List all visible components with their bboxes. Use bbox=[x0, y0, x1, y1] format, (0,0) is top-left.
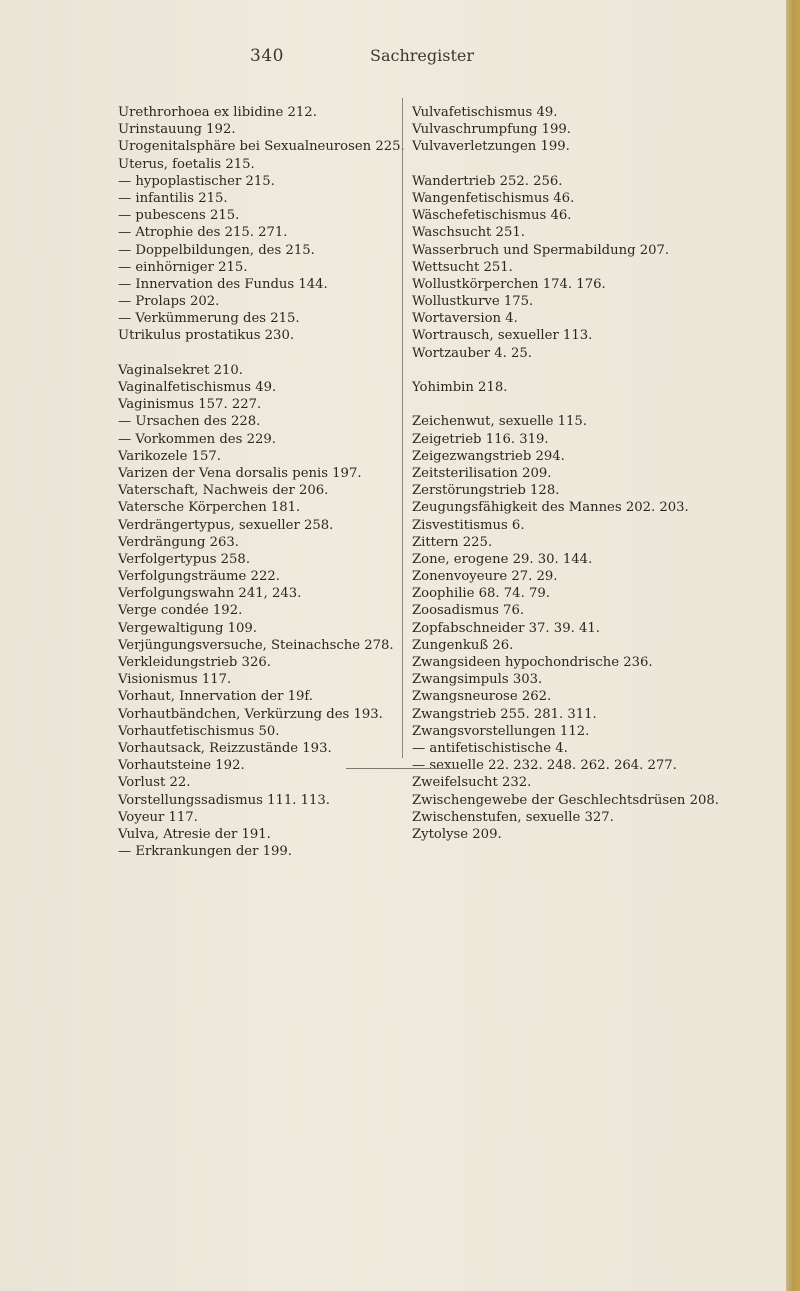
index-entry: Wangenfetischismus 46. bbox=[412, 190, 575, 206]
index-entry: Wasserbruch und Spermabildung 207. bbox=[412, 242, 670, 258]
index-column-left bbox=[118, 104, 405, 860]
index-entry: Vorhautsteine 192. bbox=[118, 758, 245, 774]
index-entry: Zonenvoyeure 27. 29. bbox=[412, 569, 558, 585]
index-entry: Vorhautsack, Reizzustände 193. bbox=[118, 740, 332, 756]
index-entry: Wäschefetischismus 46. bbox=[412, 208, 572, 224]
index-entry: Zwangsideen hypochondrische 236. bbox=[412, 655, 653, 670]
index-entry: Zwangstrieb 255. 281. 311. bbox=[412, 706, 597, 722]
index-entry: Verfolgungswahn 241, 243. bbox=[118, 586, 302, 602]
index-entry: — antifetischistische 4. bbox=[412, 740, 568, 756]
index-entry: Vorhaut, Innervation der 19f. bbox=[118, 689, 313, 705]
index-entry: Wortzauber 4. 25. bbox=[412, 345, 532, 361]
section-gap bbox=[412, 362, 742, 379]
index-entry: — Erkrankungen der 199. bbox=[118, 844, 292, 860]
index-entry: Urinstauung 192. bbox=[118, 122, 236, 138]
index-entry: Zwangsimpuls 303. bbox=[412, 672, 543, 688]
index-entry: Vorhautfetischismus 50. bbox=[118, 723, 280, 739]
index-entry: Wortrausch, sexueller 113. bbox=[412, 328, 593, 344]
index-entry: Yohimbin 218. bbox=[412, 380, 508, 395]
index-entry: — pubescens 215. bbox=[118, 208, 240, 224]
section-gap bbox=[412, 396, 742, 413]
index-entry: Zwischengewebe der Geschlechtsdrüsen 208. bbox=[412, 792, 719, 808]
index-entry: Zeichenwut, sexuelle 115. bbox=[412, 414, 587, 430]
index-entry: Wollustkörperchen 174. 176. bbox=[412, 276, 606, 292]
index-entry: Vaginalsekret 210. bbox=[118, 362, 243, 378]
index-entry: Verkleidungstrieb 326. bbox=[118, 655, 271, 670]
index-entry: Vergewaltigung 109. bbox=[118, 620, 257, 636]
index-entry: Verfolgertypus 258. bbox=[118, 551, 251, 567]
index-entry: Vorlust 22. bbox=[118, 775, 191, 791]
index-entry: Zeigetrieb 116. 319. bbox=[412, 431, 549, 447]
index-entry: Urogenitalsphäre bei Sexualneurosen 225. bbox=[118, 139, 405, 155]
index-entry: Wollustkurve 175. bbox=[412, 294, 534, 310]
index-entry: Verfolgungsträume 222. bbox=[118, 569, 280, 585]
index-entry: Vulvafetischismus 49. bbox=[412, 105, 558, 120]
page-header bbox=[0, 46, 786, 76]
index-entry: Vaginalfetischismus 49. bbox=[118, 380, 277, 395]
index-entry: Zungenkuß 26. bbox=[412, 637, 514, 653]
index-entry: — Vorkommen des 229. bbox=[118, 431, 276, 447]
index-entry: Zittern 225. bbox=[412, 534, 493, 550]
index-entry: Vulvaschrumpfung 199. bbox=[412, 122, 571, 138]
index-entry: Zeigezwangstrieb 294. bbox=[412, 448, 565, 464]
column-divider bbox=[402, 98, 403, 758]
index-entry: Vaginismus 157. 227. bbox=[118, 397, 262, 413]
index-entry: Vaterschaft, Nachweis der 206. bbox=[118, 483, 329, 499]
index-entry: Wortaversion 4. bbox=[412, 311, 518, 327]
index-entry: Vorhautbändchen, Verkürzung des 193. bbox=[118, 706, 383, 722]
index-entry: Vulva, Atresie der 191. bbox=[118, 826, 271, 842]
index-entry: Zweifelsucht 232. bbox=[412, 775, 532, 791]
index-entry: — Verkümmerung des 215. bbox=[118, 311, 300, 327]
index-column-right bbox=[412, 104, 742, 843]
index-entry: Uterus, foetalis 215. bbox=[118, 156, 255, 172]
index-entry: — Doppelbildungen, des 215. bbox=[118, 242, 315, 258]
index-entry: Zerstörungstrieb 128. bbox=[412, 483, 560, 499]
index-entry: Verjüngungsversuche, Steinachsche 278. bbox=[118, 637, 394, 653]
index-entry: Vulvaverletzungen 199. bbox=[412, 139, 570, 155]
index-entry: Zytolyse 209. bbox=[412, 826, 502, 842]
index-entry: Varizen der Vena dorsalis penis 197. bbox=[118, 465, 362, 481]
index-entry: — sexuelle 22. 232. 248. 262. 264. 277. bbox=[412, 758, 677, 774]
index-entry: Vatersche Körperchen 181. bbox=[118, 500, 301, 516]
running-title: Sachregister bbox=[370, 46, 474, 65]
index-entry: Utrikulus prostatikus 230. bbox=[118, 328, 295, 344]
index-entry: Zwangsneurose 262. bbox=[412, 689, 552, 705]
index-entry: Voyeur 117. bbox=[118, 809, 198, 825]
section-gap bbox=[118, 345, 400, 362]
end-rule bbox=[346, 768, 456, 769]
index-entry: Zone, erogene 29. 30. 144. bbox=[412, 551, 593, 567]
index-entry: Vorstellungssadismus 111. 113. bbox=[118, 792, 330, 808]
index-entry: Zoophilie 68. 74. 79. bbox=[412, 586, 550, 602]
index-entry: — infantilis 215. bbox=[118, 190, 228, 206]
index-entry: — Atrophie des 215. 271. bbox=[118, 225, 288, 241]
index-entry: Waschsucht 251. bbox=[412, 225, 525, 241]
index-entry: Zeugungsfähigkeit des Mannes 202. 203. bbox=[412, 500, 689, 516]
page-number: 340 bbox=[250, 46, 284, 66]
index-entry: Zopfabschneider 37. 39. 41. bbox=[412, 620, 600, 636]
index-entry: Urethrorhoea ex libidine 212. bbox=[118, 105, 317, 120]
index-entry: — einhörniger 215. bbox=[118, 259, 248, 275]
index-entry: Zwangsvorstellungen 112. bbox=[412, 723, 590, 739]
index-entry: Zwischenstufen, sexuelle 327. bbox=[412, 809, 614, 825]
page-edge bbox=[786, 0, 800, 1291]
index-entry: Zoosadismus 76. bbox=[412, 603, 525, 619]
index-entry: Wettsucht 251. bbox=[412, 259, 513, 275]
index-entry: — Prolaps 202. bbox=[118, 294, 220, 310]
index-entry: Wandertrieb 252. 256. bbox=[412, 173, 563, 189]
index-entry: Verdrängertypus, sexueller 258. bbox=[118, 517, 334, 533]
index-entry: Verge condée 192. bbox=[118, 603, 243, 619]
index-entry: Zeitsterilisation 209. bbox=[412, 465, 552, 481]
index-entry: Varikozele 157. bbox=[118, 448, 221, 464]
section-gap bbox=[412, 156, 742, 173]
index-entry: Zisvestitismus 6. bbox=[412, 517, 525, 533]
index-entry: — Innervation des Fundus 144. bbox=[118, 276, 328, 292]
index-entry: — Ursachen des 228. bbox=[118, 414, 261, 430]
index-entry: Visionismus 117. bbox=[118, 672, 232, 688]
index-entry: — hypoplastischer 215. bbox=[118, 173, 275, 189]
index-entry: Verdrängung 263. bbox=[118, 534, 239, 550]
